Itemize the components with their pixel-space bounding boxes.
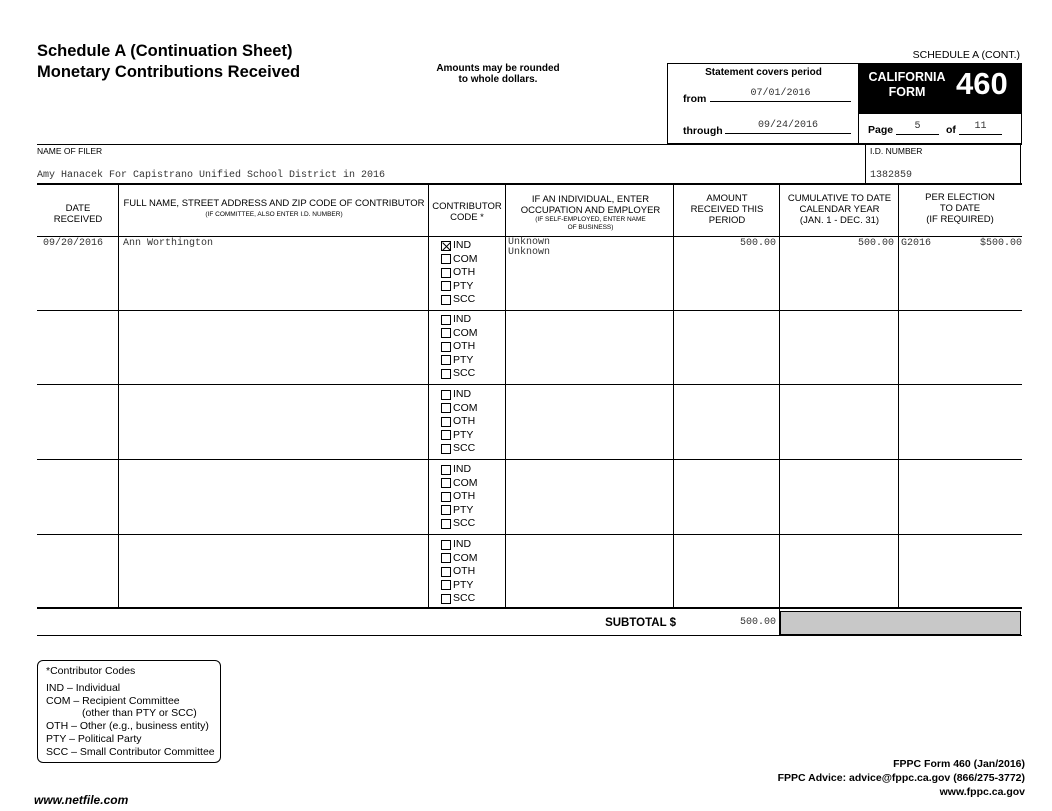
checkbox-oth[interactable] — [441, 567, 451, 577]
col-divider — [779, 184, 780, 635]
rounding-note-line1: Amounts may be rounded — [436, 63, 560, 74]
schedule-label: SCHEDULE A (CONT.) — [912, 49, 1020, 61]
checkbox-oth[interactable] — [441, 417, 451, 427]
checkbox-pty[interactable] — [441, 505, 451, 515]
legend-com: COM – Recipient Committee — [46, 694, 180, 707]
col-divider — [673, 184, 674, 607]
legend-title: *Contributor Codes — [46, 665, 136, 677]
col-amount-line3: PERIOD — [708, 215, 746, 226]
col-cumulative-line1: CUMULATIVE TO DATE — [787, 193, 892, 204]
checkbox-pty[interactable] — [441, 580, 451, 590]
form-badge-text — [858, 70, 956, 100]
header-thick-line — [37, 183, 1022, 185]
col-amount-header — [675, 193, 779, 226]
col-divider — [898, 184, 899, 607]
checkbox-label: IND — [453, 313, 472, 325]
row-divider — [37, 384, 1022, 385]
col-election-line3: (IF REQUIRED) — [926, 214, 994, 225]
checkbox-label: OTH — [453, 565, 476, 577]
checkbox-label: SCC — [453, 517, 476, 529]
legend-ind: IND – Individual — [46, 681, 121, 694]
legend-oth: OTH – Other (e.g., business entity) — [46, 720, 209, 733]
entry-name: Ann Worthington — [123, 238, 214, 249]
col-cumulative-line2: CALENDAR YEAR — [799, 204, 880, 215]
netfile-link[interactable]: www.netfile.com — [34, 793, 129, 807]
filer-name-label: NAME OF FILER — [37, 146, 103, 156]
checkbox-scc[interactable] — [441, 519, 451, 529]
table-bottom-line — [37, 607, 1022, 609]
col-divider — [505, 184, 506, 607]
entry-election-code: G2016 — [901, 238, 932, 249]
form-state: CALIFORNIA — [868, 70, 946, 84]
col-amount-line1: AMOUNT — [706, 193, 748, 204]
checkbox-label: SCC — [453, 442, 476, 454]
checkbox-label: IND — [453, 388, 472, 400]
checkbox-com[interactable] — [441, 553, 451, 563]
checkbox-label: SCC — [453, 367, 476, 379]
footer-advice: FPPC Advice: advice@fppc.ca.gov (866/275-3772) — [777, 772, 1025, 784]
rounding-note — [420, 63, 576, 85]
checkbox-label: OTH — [453, 415, 476, 427]
through-label: through — [683, 125, 723, 137]
col-date-line2: RECEIVED — [53, 214, 103, 225]
page-box — [858, 114, 1022, 144]
col-code-line2: CODE * — [450, 212, 484, 223]
checkbox-label: COM — [453, 252, 478, 265]
col-name-main: FULL NAME, STREET ADDRESS AND ZIP CODE OF CONTRIBUTOR — [123, 198, 425, 209]
code-checkbox-group — [441, 388, 478, 456]
checkbox-label: SCC — [453, 592, 476, 604]
checkbox-ind[interactable] — [441, 241, 451, 251]
checkbox-label: PTY — [453, 279, 474, 292]
checkbox-label: PTY — [453, 503, 474, 516]
checkbox-label: IND — [453, 239, 472, 251]
checkbox-com[interactable] — [441, 254, 451, 264]
checkbox-oth[interactable] — [441, 268, 451, 278]
code-checkbox-group — [441, 538, 478, 606]
subtotal-shaded-cell — [780, 611, 1021, 635]
page-subtitle: Monetary Contributions Received — [37, 63, 301, 81]
entry-occupation: Unknown — [508, 237, 551, 248]
checkbox-com[interactable] — [441, 403, 451, 413]
checkbox-label: COM — [453, 476, 478, 489]
filer-divider — [865, 144, 866, 184]
page-total: 11 — [959, 121, 1002, 135]
checkbox-scc[interactable] — [441, 444, 451, 454]
col-code-header — [429, 201, 505, 223]
form-number: 460 — [956, 66, 1008, 101]
filer-name: Amy Hanacek For Capistrano Unified School District in 2016 — [37, 170, 386, 181]
entry-election-amount: $500.00 — [979, 238, 1022, 249]
row-divider — [37, 459, 1022, 460]
fppc-footer — [700, 757, 1025, 799]
checkbox-label: OTH — [453, 340, 476, 352]
rounding-note-line2: to whole dollars. — [458, 74, 538, 85]
subtotal-value: 500.00 — [739, 617, 776, 628]
filer-id-label: I.D. NUMBER — [870, 146, 923, 156]
col-name-sub: (IF COMMITTEE, ALSO ENTER I.D. NUMBER) — [205, 211, 343, 218]
checkbox-scc[interactable] — [441, 594, 451, 604]
of-label: of — [946, 124, 956, 136]
row-divider — [37, 534, 1022, 535]
entry-occupation-employer — [508, 238, 550, 258]
col-date-header — [40, 203, 116, 225]
entry-cumulative: 500.00 — [857, 238, 894, 249]
col-cumulative-header — [781, 193, 898, 226]
col-divider — [428, 184, 429, 607]
col-election-line2: TO DATE — [939, 203, 981, 214]
checkbox-ind[interactable] — [441, 315, 451, 325]
entry-date: 09/20/2016 — [43, 238, 104, 249]
col-occupation-sub1: (IF SELF-EMPLOYED, ENTER NAME — [535, 216, 646, 223]
checkbox-com[interactable] — [441, 478, 451, 488]
filer-id: 1382859 — [870, 170, 913, 181]
from-label: from — [683, 93, 707, 105]
col-amount-line2: RECEIVED THIS — [690, 204, 764, 215]
checkbox-ind[interactable] — [441, 390, 451, 400]
checkbox-ind[interactable] — [441, 465, 451, 475]
legend-pty: PTY – Political Party — [46, 732, 142, 745]
col-occupation-header — [507, 194, 674, 232]
page-label: Page — [868, 124, 894, 136]
checkbox-pty[interactable] — [441, 355, 451, 365]
checkbox-label: IND — [453, 463, 472, 475]
form-word: FORM — [888, 85, 926, 99]
subtotal-bottom-line — [37, 635, 1022, 636]
subtotal-label: SUBTOTAL $ — [605, 617, 676, 629]
statement-period-label: Statement covers period — [705, 67, 822, 78]
col-divider — [118, 184, 119, 607]
checkbox-pty[interactable] — [441, 281, 451, 291]
filer-top-line — [37, 144, 1022, 145]
col-occupation-sub2: OF BUSINESS) — [567, 224, 614, 231]
col-election-line1: PER ELECTION — [925, 192, 995, 203]
checkbox-pty[interactable] — [441, 430, 451, 440]
col-name-header — [121, 198, 427, 220]
legend-scc: SCC – Small Contributor Committee — [46, 745, 215, 758]
code-checkbox-group — [441, 239, 478, 307]
from-date: 07/01/2016 — [710, 88, 851, 102]
checkbox-label: COM — [453, 326, 478, 339]
entry-amount: 500.00 — [739, 238, 776, 249]
checkbox-label: IND — [453, 538, 472, 550]
checkbox-label: OTH — [453, 490, 476, 502]
code-checkbox-group — [441, 463, 478, 531]
filer-right-border — [1020, 144, 1021, 184]
checkbox-label: OTH — [453, 266, 476, 278]
through-date: 09/24/2016 — [725, 120, 851, 134]
footer-website[interactable]: www.fppc.ca.gov — [939, 786, 1025, 798]
col-occupation-line2: OCCUPATION AND EMPLOYER — [520, 205, 661, 216]
col-date-line1: DATE — [65, 203, 91, 214]
col-occupation-line1: IF AN INDIVIDUAL, ENTER — [531, 194, 650, 205]
checkbox-oth[interactable] — [441, 342, 451, 352]
checkbox-label: PTY — [453, 578, 474, 591]
footer-form-version: FPPC Form 460 (Jan/2016) — [893, 758, 1025, 770]
checkbox-label: COM — [453, 551, 478, 564]
page-number: 5 — [896, 121, 939, 135]
checkbox-label: PTY — [453, 428, 474, 441]
checkbox-com[interactable] — [441, 328, 451, 338]
page-title: Schedule A (Continuation Sheet) — [37, 42, 293, 60]
legend-com-cont: (other than PTY or SCC) — [82, 707, 197, 720]
checkbox-label: COM — [453, 401, 478, 414]
contributor-codes-legend — [37, 660, 221, 763]
code-checkbox-group — [441, 313, 478, 381]
col-cumulative-line3: (JAN. 1 - DEC. 31) — [799, 215, 880, 226]
form-badge — [858, 63, 1022, 114]
col-code-line1: CONTRIBUTOR — [432, 201, 502, 212]
statement-period-box — [667, 63, 858, 144]
checkbox-scc[interactable] — [441, 369, 451, 379]
col-election-header — [900, 192, 1020, 225]
checkbox-ind[interactable] — [441, 540, 451, 550]
checkbox-label: SCC — [453, 293, 476, 305]
checkbox-oth[interactable] — [441, 492, 451, 502]
checkbox-label: PTY — [453, 353, 474, 366]
row-divider — [37, 310, 1022, 311]
entry-employer: Unknown — [508, 247, 551, 258]
checkbox-scc[interactable] — [441, 295, 451, 305]
